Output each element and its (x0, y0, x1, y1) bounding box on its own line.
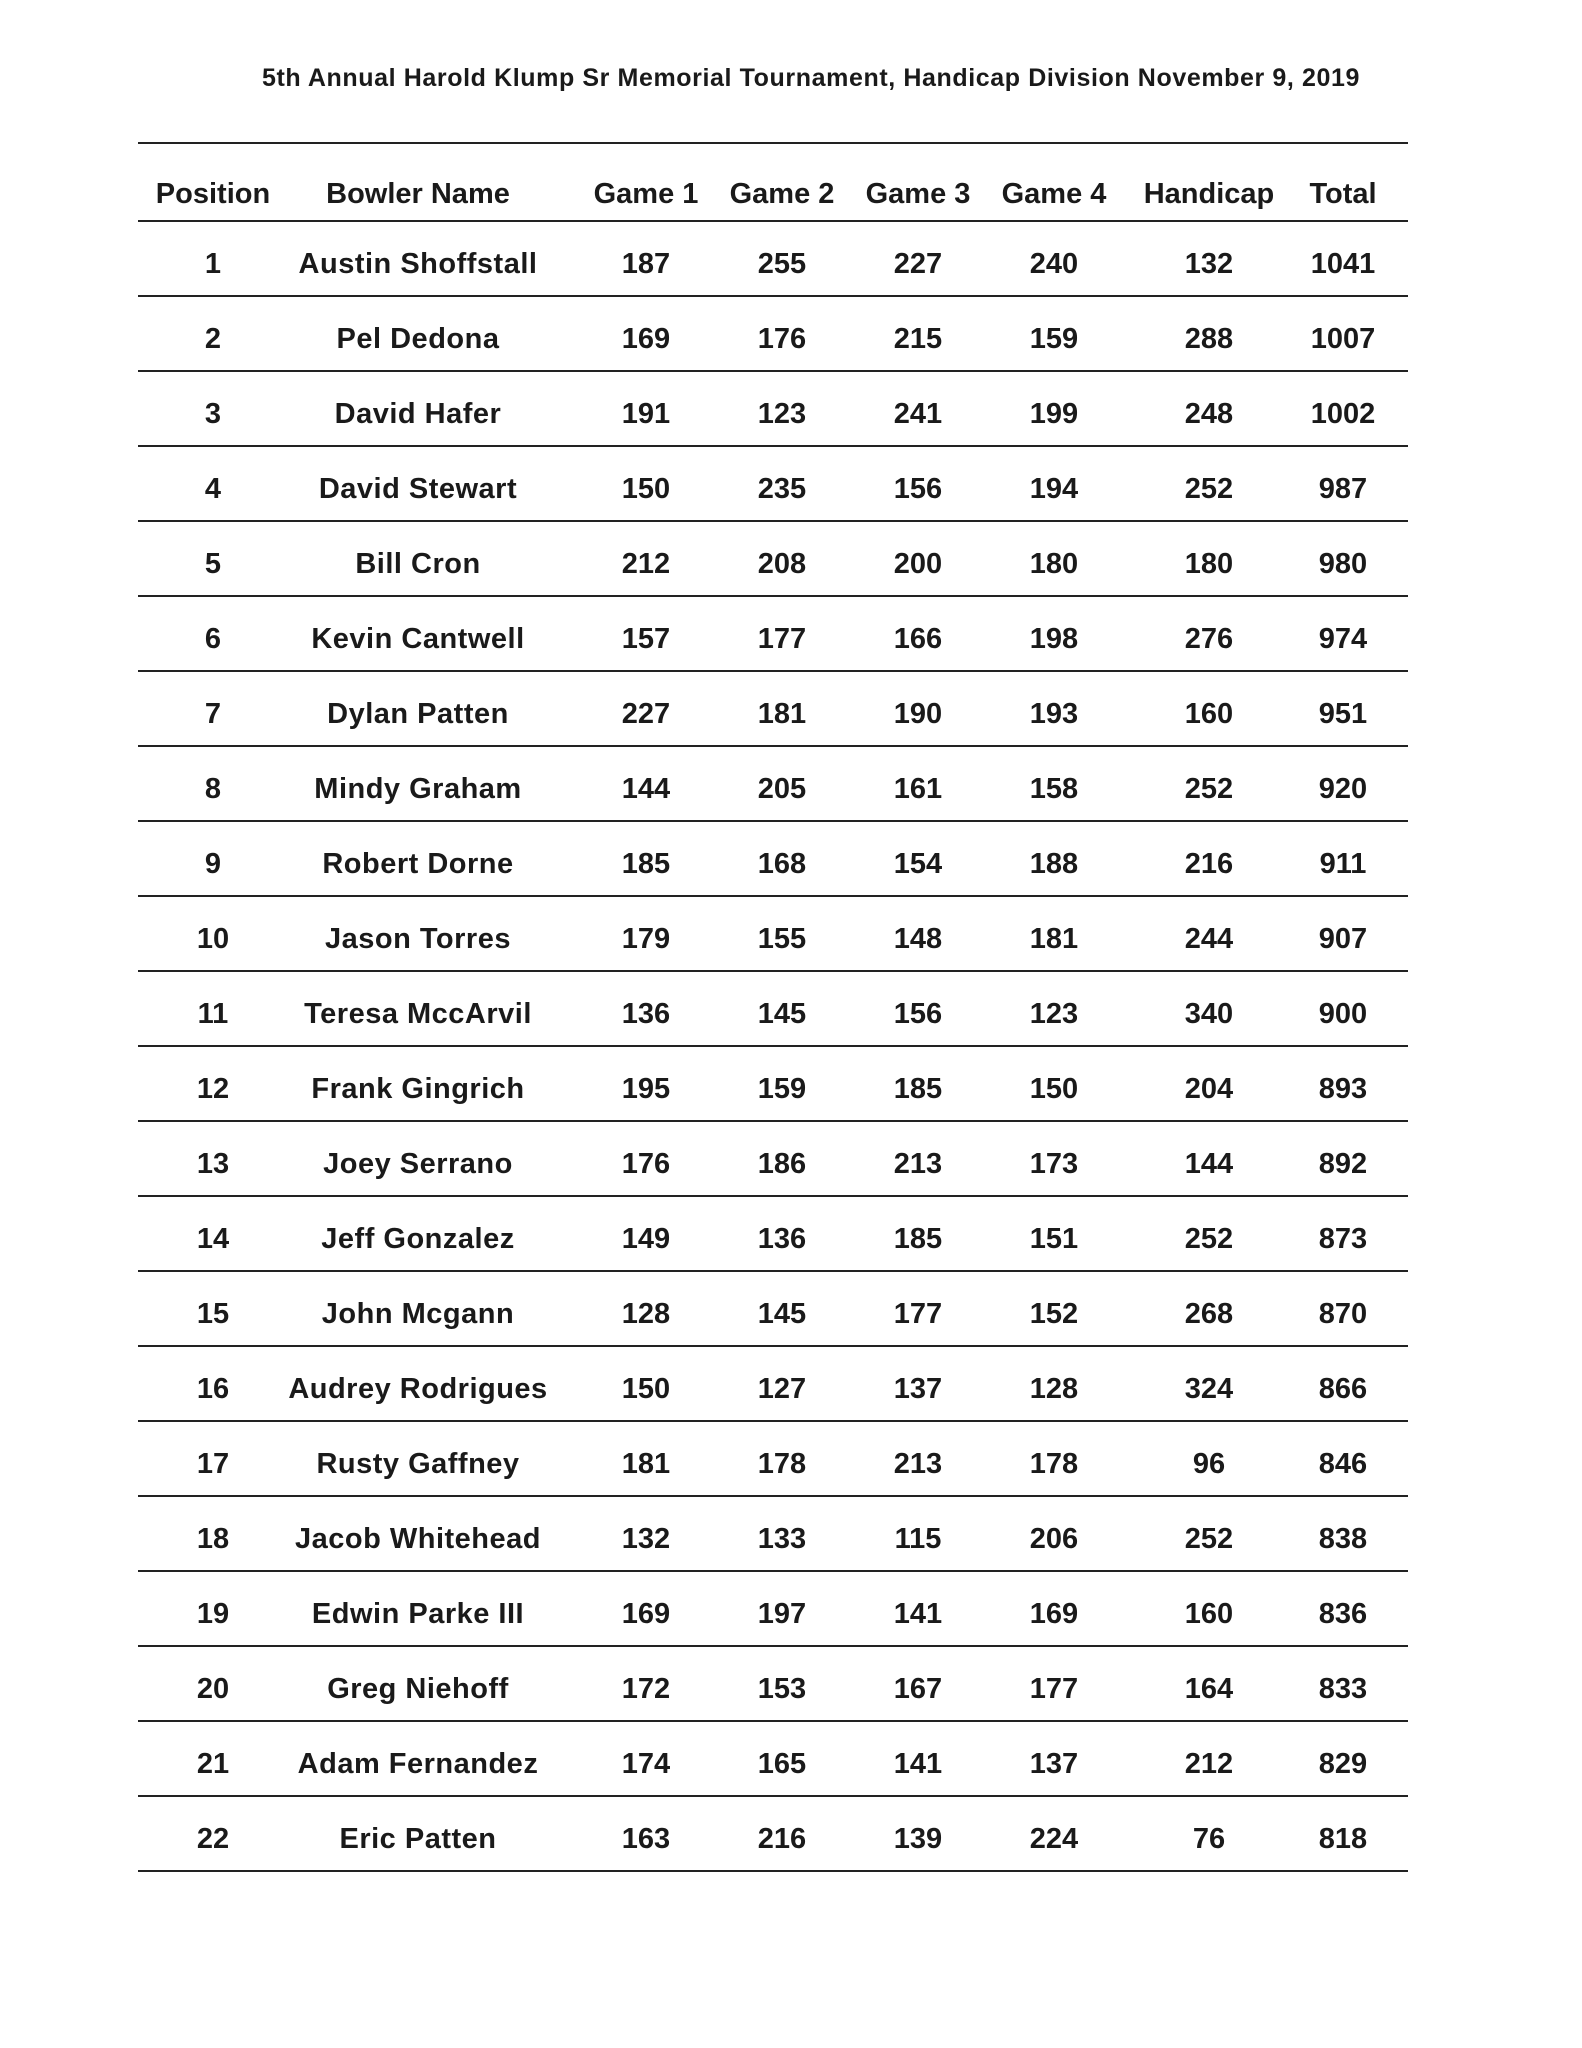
column-header-handicap: Handicap (1143, 178, 1275, 210)
cell-bowler-name: John Mcgann (321, 1298, 515, 1330)
cell-total: 829 (1318, 1748, 1368, 1780)
cell-game-2: 145 (757, 1298, 807, 1330)
cell-game-3: 141 (893, 1748, 943, 1780)
cell-position: 18 (196, 1523, 230, 1555)
cell-game-3: 156 (893, 473, 943, 505)
table-row (138, 745, 1408, 820)
cell-game-1: 176 (621, 1148, 671, 1180)
cell-total: 987 (1318, 473, 1368, 505)
cell-handicap: 288 (1184, 323, 1234, 355)
cell-handicap: 164 (1184, 1673, 1234, 1705)
cell-position: 22 (196, 1823, 230, 1855)
cell-bowler-name: Bill Cron (355, 548, 481, 580)
cell-game-3: 185 (893, 1073, 943, 1105)
cell-total: 846 (1318, 1448, 1368, 1480)
cell-handicap: 180 (1184, 548, 1234, 580)
cell-position: 15 (196, 1298, 230, 1330)
cell-game-1: 212 (621, 548, 671, 580)
column-header-total: Total (1309, 178, 1377, 210)
cell-game-4: 178 (1029, 1448, 1079, 1480)
cell-position: 2 (204, 323, 222, 355)
cell-game-1: 195 (621, 1073, 671, 1105)
cell-game-3: 213 (893, 1148, 943, 1180)
cell-game-2: 165 (757, 1748, 807, 1780)
cell-position: 12 (196, 1073, 230, 1105)
cell-handicap: 160 (1184, 1598, 1234, 1630)
table-row (138, 1720, 1408, 1795)
cell-position: 16 (196, 1373, 230, 1405)
cell-handicap: 268 (1184, 1298, 1234, 1330)
cell-game-4: 158 (1029, 773, 1079, 805)
table-row (138, 1645, 1408, 1720)
cell-game-3: 137 (893, 1373, 943, 1405)
cell-game-4: 152 (1029, 1298, 1079, 1330)
table-row (138, 1195, 1408, 1270)
row-rule (138, 1870, 1408, 1872)
cell-game-1: 174 (621, 1748, 671, 1780)
cell-game-1: 149 (621, 1223, 671, 1255)
cell-total: 870 (1318, 1298, 1368, 1330)
cell-game-1: 132 (621, 1523, 671, 1555)
cell-handicap: 216 (1184, 848, 1234, 880)
cell-bowler-name: Eric Patten (339, 1823, 497, 1855)
cell-game-1: 172 (621, 1673, 671, 1705)
cell-handicap: 160 (1184, 698, 1234, 730)
cell-position: 9 (204, 848, 222, 880)
cell-position: 6 (204, 623, 222, 655)
cell-game-3: 213 (893, 1448, 943, 1480)
cell-game-4: 177 (1029, 1673, 1079, 1705)
cell-position: 13 (196, 1148, 230, 1180)
cell-game-4: 188 (1029, 848, 1079, 880)
cell-position: 17 (196, 1448, 230, 1480)
cell-game-3: 185 (893, 1223, 943, 1255)
cell-game-3: 241 (893, 398, 943, 430)
table-row (138, 370, 1408, 445)
cell-position: 14 (196, 1223, 230, 1255)
cell-handicap: 252 (1184, 473, 1234, 505)
column-header-position: Position (155, 178, 271, 210)
cell-game-2: 133 (757, 1523, 807, 1555)
cell-total: 911 (1319, 848, 1367, 880)
cell-handicap: 252 (1184, 1523, 1234, 1555)
table-row (138, 670, 1408, 745)
cell-total: 818 (1318, 1823, 1368, 1855)
cell-game-1: 157 (621, 623, 671, 655)
cell-game-4: 206 (1029, 1523, 1079, 1555)
cell-game-2: 136 (757, 1223, 807, 1255)
cell-game-3: 177 (893, 1298, 943, 1330)
cell-game-3: 200 (893, 548, 943, 580)
cell-total: 836 (1318, 1598, 1368, 1630)
cell-game-3: 166 (893, 623, 943, 655)
cell-game-2: 235 (757, 473, 807, 505)
cell-position: 4 (204, 473, 222, 505)
table-row (138, 1120, 1408, 1195)
cell-game-4: 150 (1029, 1073, 1079, 1105)
table-top-rule (138, 142, 1408, 144)
cell-total: 838 (1318, 1523, 1368, 1555)
cell-game-4: 151 (1029, 1223, 1079, 1255)
cell-position: 3 (204, 398, 222, 430)
cell-position: 5 (204, 548, 222, 580)
column-header-game-3: Game 3 (865, 178, 971, 210)
table-row (138, 1795, 1408, 1870)
cell-bowler-name: Jason Torres (325, 923, 511, 955)
cell-game-1: 179 (621, 923, 671, 955)
cell-game-4: 159 (1029, 323, 1079, 355)
cell-game-4: 224 (1029, 1823, 1079, 1855)
cell-bowler-name: Kevin Cantwell (311, 623, 525, 655)
cell-total: 980 (1318, 548, 1368, 580)
cell-bowler-name: Joey Serrano (323, 1148, 513, 1180)
cell-total: 873 (1318, 1223, 1368, 1255)
cell-game-4: 180 (1029, 548, 1079, 580)
cell-handicap: 252 (1184, 773, 1234, 805)
column-header-game-1: Game 1 (593, 178, 699, 210)
cell-game-4: 169 (1029, 1598, 1079, 1630)
table-row (138, 1270, 1408, 1345)
table-row (138, 895, 1408, 970)
cell-game-3: 190 (893, 698, 943, 730)
cell-bowler-name: Teresa MccArvil (304, 998, 532, 1030)
cell-game-2: 186 (757, 1148, 807, 1180)
cell-game-1: 150 (621, 473, 671, 505)
cell-game-2: 123 (757, 398, 807, 430)
cell-game-3: 154 (893, 848, 943, 880)
cell-bowler-name: Austin Shoffstall (298, 248, 538, 280)
table-row (138, 445, 1408, 520)
cell-game-1: 191 (621, 398, 671, 430)
cell-total: 974 (1318, 623, 1368, 655)
cell-game-2: 168 (757, 848, 807, 880)
cell-game-2: 127 (757, 1373, 807, 1405)
cell-total: 1041 (1310, 248, 1376, 280)
table-row (138, 220, 1408, 295)
cell-game-2: 216 (757, 1823, 807, 1855)
cell-game-2: 145 (757, 998, 807, 1030)
cell-game-2: 205 (757, 773, 807, 805)
cell-game-1: 181 (621, 1448, 671, 1480)
cell-bowler-name: David Stewart (318, 473, 518, 505)
table-row (138, 1345, 1408, 1420)
table-row (138, 295, 1408, 370)
cell-game-2: 159 (757, 1073, 807, 1105)
cell-game-4: 193 (1029, 698, 1079, 730)
cell-game-2: 197 (757, 1598, 807, 1630)
cell-handicap: 252 (1184, 1223, 1234, 1255)
cell-bowler-name: Jeff Gonzalez (321, 1223, 515, 1255)
cell-handicap: 248 (1184, 398, 1234, 430)
cell-position: 11 (197, 998, 229, 1030)
cell-game-4: 198 (1029, 623, 1079, 655)
cell-total: 833 (1318, 1673, 1368, 1705)
cell-game-4: 240 (1029, 248, 1079, 280)
cell-game-2: 178 (757, 1448, 807, 1480)
cell-position: 21 (196, 1748, 230, 1780)
page-title: 5th Annual Harold Klump Sr Memorial Tournament, Handicap Division November 9, 2019 (261, 64, 1361, 92)
cell-total: 1007 (1310, 323, 1376, 355)
cell-game-4: 123 (1029, 998, 1079, 1030)
cell-game-1: 144 (621, 773, 671, 805)
cell-game-2: 153 (757, 1673, 807, 1705)
cell-total: 866 (1318, 1373, 1368, 1405)
cell-handicap: 96 (1192, 1448, 1226, 1480)
cell-position: 1 (204, 248, 222, 280)
cell-game-1: 150 (621, 1373, 671, 1405)
cell-bowler-name: Jacob Whitehead (295, 1523, 541, 1555)
cell-game-4: 128 (1029, 1373, 1079, 1405)
cell-total: 893 (1318, 1073, 1368, 1105)
cell-game-2: 255 (757, 248, 807, 280)
cell-position: 20 (196, 1673, 230, 1705)
cell-handicap: 132 (1184, 248, 1234, 280)
cell-bowler-name: Greg Niehoff (327, 1673, 509, 1705)
cell-game-3: 227 (893, 248, 943, 280)
table-row (138, 1045, 1408, 1120)
cell-game-4: 173 (1029, 1148, 1079, 1180)
cell-game-3: 148 (893, 923, 943, 955)
cell-game-3: 156 (893, 998, 943, 1030)
cell-game-2: 177 (757, 623, 807, 655)
cell-bowler-name: Audrey Rodrigues (288, 1373, 548, 1405)
cell-game-1: 185 (621, 848, 671, 880)
table-row (138, 1495, 1408, 1570)
cell-handicap: 144 (1184, 1148, 1234, 1180)
table-row (138, 820, 1408, 895)
cell-game-4: 137 (1029, 1748, 1079, 1780)
cell-handicap: 244 (1184, 923, 1234, 955)
cell-bowler-name: Edwin Parke III (311, 1598, 525, 1630)
cell-total: 900 (1318, 998, 1368, 1030)
cell-game-3: 215 (893, 323, 943, 355)
cell-position: 7 (204, 698, 222, 730)
cell-bowler-name: Pel Dedona (336, 323, 500, 355)
cell-handicap: 76 (1192, 1823, 1226, 1855)
cell-total: 920 (1318, 773, 1368, 805)
cell-bowler-name: Robert Dorne (322, 848, 514, 880)
cell-bowler-name: Mindy Graham (314, 773, 522, 805)
table-row (138, 595, 1408, 670)
column-header-game-2: Game 2 (729, 178, 835, 210)
table-header-row (138, 178, 1408, 218)
cell-bowler-name: Dylan Patten (327, 698, 509, 730)
cell-bowler-name: Frank Gingrich (311, 1073, 525, 1105)
cell-handicap: 324 (1184, 1373, 1234, 1405)
cell-game-1: 163 (621, 1823, 671, 1855)
cell-position: 19 (196, 1598, 230, 1630)
cell-game-1: 128 (621, 1298, 671, 1330)
cell-bowler-name: Rusty Gaffney (316, 1448, 520, 1480)
column-header-game-4: Game 4 (1001, 178, 1107, 210)
cell-game-3: 115 (894, 1523, 942, 1555)
cell-game-1: 187 (621, 248, 671, 280)
cell-game-4: 181 (1029, 923, 1079, 955)
cell-handicap: 204 (1184, 1073, 1234, 1105)
cell-game-3: 141 (893, 1598, 943, 1630)
table-row (138, 1420, 1408, 1495)
cell-bowler-name: David Hafer (334, 398, 502, 430)
cell-position: 10 (196, 923, 230, 955)
cell-game-2: 208 (757, 548, 807, 580)
cell-total: 907 (1318, 923, 1368, 955)
cell-game-4: 199 (1029, 398, 1079, 430)
table-row (138, 1570, 1408, 1645)
table-row (138, 520, 1408, 595)
cell-game-1: 227 (621, 698, 671, 730)
cell-handicap: 340 (1184, 998, 1234, 1030)
cell-total: 892 (1318, 1148, 1368, 1180)
cell-game-3: 139 (893, 1823, 943, 1855)
cell-handicap: 212 (1184, 1748, 1234, 1780)
cell-game-2: 155 (757, 923, 807, 955)
cell-game-3: 161 (893, 773, 943, 805)
cell-game-2: 176 (757, 323, 807, 355)
cell-game-1: 169 (621, 1598, 671, 1630)
cell-game-4: 194 (1029, 473, 1079, 505)
column-header-bowler-name: Bowler Name (326, 178, 510, 210)
cell-game-1: 169 (621, 323, 671, 355)
cell-handicap: 276 (1184, 623, 1234, 655)
cell-total: 1002 (1310, 398, 1376, 430)
cell-total: 951 (1318, 698, 1368, 730)
cell-game-1: 136 (621, 998, 671, 1030)
table-row (138, 970, 1408, 1045)
cell-game-3: 167 (893, 1673, 943, 1705)
cell-game-2: 181 (757, 698, 807, 730)
cell-position: 8 (204, 773, 222, 805)
cell-bowler-name: Adam Fernandez (297, 1748, 539, 1780)
